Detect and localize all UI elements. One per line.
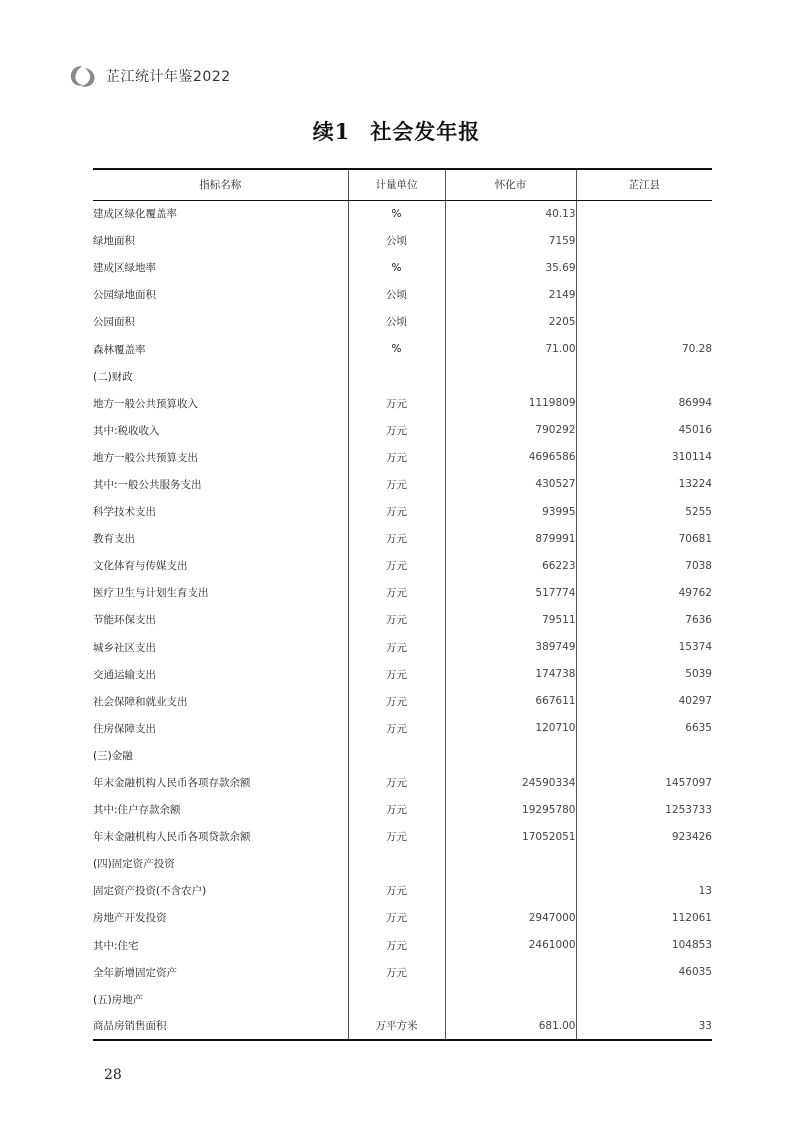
huaihua-value-cell: 517774 — [445, 579, 576, 606]
table-row — [93, 904, 712, 931]
indicator-name-cell: 全年新增固定资产 — [93, 966, 177, 979]
indicator-name-cell: 其中:税收收入 — [93, 424, 160, 437]
unit-cell — [348, 986, 445, 1013]
unit-cell: % — [348, 200, 445, 227]
zhijiang-value-cell: 45016 — [576, 417, 712, 444]
table-row — [93, 335, 712, 362]
unit-cell: 万元 — [348, 688, 445, 715]
table-row — [93, 308, 712, 335]
column-header-huaihua: 怀化市 — [445, 169, 576, 200]
table-row — [93, 444, 712, 471]
indicator-name-cell: 社会保障和就业支出 — [93, 695, 188, 708]
unit-cell: % — [348, 254, 445, 281]
huaihua-value-cell: 40.13 — [445, 200, 576, 227]
zhijiang-value-cell: 46035 — [576, 959, 712, 986]
zhijiang-value-cell: 70.28 — [576, 335, 712, 362]
table-header-row — [93, 169, 712, 200]
unit-cell: 万元 — [348, 823, 445, 850]
zhijiang-value-cell: 1457097 — [576, 769, 712, 796]
table-row — [93, 363, 712, 390]
huaihua-value-cell: 2947000 — [445, 904, 576, 931]
page-number: 28 — [104, 1067, 122, 1083]
unit-cell: 万元 — [348, 471, 445, 498]
indicator-name-cell: 公园绿地面积 — [93, 289, 156, 302]
indicator-name-cell: 建成区绿地率 — [93, 262, 156, 275]
zhijiang-value-cell: 13224 — [576, 471, 712, 498]
yearbook-logo-icon — [68, 63, 98, 89]
table-row — [93, 769, 712, 796]
huaihua-value-cell — [445, 877, 576, 904]
huaihua-value-cell: 93995 — [445, 498, 576, 525]
indicator-name-cell: 文化体育与传媒支出 — [93, 560, 188, 573]
unit-cell: 万元 — [348, 444, 445, 471]
huaihua-value-cell: 879991 — [445, 525, 576, 552]
indicator-name-cell: 地方一般公共预算收入 — [93, 397, 198, 410]
zhijiang-value-cell: 86994 — [576, 390, 712, 417]
table-row — [93, 634, 712, 661]
zhijiang-value-cell: 13 — [576, 877, 712, 904]
running-header — [68, 62, 231, 90]
zhijiang-value-cell: 923426 — [576, 823, 712, 850]
zhijiang-value-cell: 33 — [576, 1013, 712, 1040]
table-row — [93, 417, 712, 444]
unit-cell: 万元 — [348, 959, 445, 986]
table-row — [93, 877, 712, 904]
unit-cell: 万元 — [348, 552, 445, 579]
table-row — [93, 200, 712, 227]
unit-cell: 万元 — [348, 932, 445, 959]
table-row — [93, 579, 712, 606]
unit-cell: 万平方米 — [348, 1013, 445, 1040]
indicator-name-cell: 年末金融机构人民币各项存款余额 — [93, 777, 251, 790]
huaihua-value-cell: 79511 — [445, 606, 576, 633]
unit-cell: 万元 — [348, 606, 445, 633]
indicator-name-cell: 商品房销售面积 — [93, 1013, 348, 1040]
indicator-name-cell: (五)房地产 — [93, 993, 144, 1006]
huaihua-value-cell: 120710 — [445, 715, 576, 742]
indicator-name-cell: 交通运输支出 — [93, 668, 156, 681]
table-row — [93, 606, 712, 633]
unit-cell: 公顷 — [348, 308, 445, 335]
huaihua-value-cell: 17052051 — [445, 823, 576, 850]
zhijiang-value-cell: 112061 — [576, 904, 712, 931]
table-row — [93, 986, 712, 1013]
huaihua-value-cell: 7159 — [445, 227, 576, 254]
unit-cell: % — [348, 335, 445, 362]
zhijiang-value-cell: 40297 — [576, 688, 712, 715]
table-row — [93, 823, 712, 850]
unit-cell: 万元 — [348, 877, 445, 904]
huaihua-value-cell: 430527 — [445, 471, 576, 498]
huaihua-value-cell: 681.00 — [445, 1013, 576, 1040]
indicator-name-cell: (二)财政 — [93, 370, 133, 383]
zhijiang-value-cell — [576, 742, 712, 769]
statistics-table — [93, 168, 712, 1041]
indicator-name-cell: 节能环保支出 — [93, 614, 156, 627]
unit-cell: 万元 — [348, 796, 445, 823]
huaihua-value-cell: 66223 — [445, 552, 576, 579]
huaihua-value-cell: 790292 — [445, 417, 576, 444]
unit-cell: 万元 — [348, 417, 445, 444]
column-header-indicator: 指标名称 — [93, 169, 348, 200]
zhijiang-value-cell — [576, 227, 712, 254]
table-row — [93, 932, 712, 959]
huaihua-value-cell — [445, 986, 576, 1013]
indicator-name-cell: (三)金融 — [93, 749, 133, 762]
zhijiang-value-cell: 15374 — [576, 634, 712, 661]
huaihua-value-cell: 2149 — [445, 281, 576, 308]
column-header-zhijiang: 芷江县 — [576, 169, 712, 200]
zhijiang-value-cell: 70681 — [576, 525, 712, 552]
huaihua-value-cell: 2461000 — [445, 932, 576, 959]
huaihua-value-cell — [445, 850, 576, 877]
indicator-name-cell: 城乡社区支出 — [93, 641, 156, 654]
zhijiang-value-cell: 7636 — [576, 606, 712, 633]
unit-cell: 万元 — [348, 661, 445, 688]
page-title — [0, 116, 793, 146]
huaihua-value-cell: 19295780 — [445, 796, 576, 823]
indicator-name-cell: (四)固定资产投资 — [93, 858, 175, 871]
indicator-name-cell: 其中:一般公共服务支出 — [93, 478, 202, 491]
zhijiang-value-cell — [576, 363, 712, 390]
page-title-text: 社会发年报 — [370, 119, 481, 144]
unit-cell: 万元 — [348, 904, 445, 931]
unit-cell: 万元 — [348, 525, 445, 552]
indicator-name-cell: 森林覆盖率 — [93, 343, 146, 356]
unit-cell: 公顷 — [348, 227, 445, 254]
zhijiang-value-cell — [576, 308, 712, 335]
indicator-name-cell: 年末金融机构人民币各项贷款余额 — [93, 831, 251, 844]
table-row — [93, 525, 712, 552]
table-row — [93, 742, 712, 769]
unit-cell: 万元 — [348, 769, 445, 796]
huaihua-value-cell: 2205 — [445, 308, 576, 335]
unit-cell: 公顷 — [348, 281, 445, 308]
zhijiang-value-cell: 49762 — [576, 579, 712, 606]
huaihua-value-cell: 174738 — [445, 661, 576, 688]
table-row — [93, 661, 712, 688]
column-header-unit: 计量单位 — [348, 169, 445, 200]
zhijiang-value-cell — [576, 986, 712, 1013]
table-row — [93, 796, 712, 823]
huaihua-value-cell: 24590334 — [445, 769, 576, 796]
book-title: 芷江统计年鉴2022 — [106, 69, 231, 85]
zhijiang-value-cell: 5255 — [576, 498, 712, 525]
huaihua-value-cell — [445, 363, 576, 390]
zhijiang-value-cell: 6635 — [576, 715, 712, 742]
indicator-name-cell: 固定资产投资(不含农户) — [93, 885, 207, 898]
indicator-name-cell: 医疗卫生与计划生育支出 — [93, 587, 209, 600]
zhijiang-value-cell: 7038 — [576, 552, 712, 579]
table-row — [93, 390, 712, 417]
table-row — [93, 471, 712, 498]
zhijiang-value-cell — [576, 254, 712, 281]
indicator-name-cell: 地方一般公共预算支出 — [93, 451, 198, 464]
table-row — [93, 715, 712, 742]
zhijiang-value-cell — [576, 281, 712, 308]
page-title-prefix: 续1 — [312, 119, 351, 144]
unit-cell: 万元 — [348, 579, 445, 606]
table-row — [93, 1013, 712, 1040]
unit-cell: 万元 — [348, 498, 445, 525]
table-row — [93, 498, 712, 525]
table-body — [93, 200, 712, 1040]
table-row — [93, 850, 712, 877]
zhijiang-value-cell — [576, 200, 712, 227]
unit-cell — [348, 363, 445, 390]
huaihua-value-cell: 35.69 — [445, 254, 576, 281]
table-row — [93, 227, 712, 254]
table-row — [93, 959, 712, 986]
huaihua-value-cell — [445, 959, 576, 986]
table-row — [93, 688, 712, 715]
huaihua-value-cell: 1119809 — [445, 390, 576, 417]
indicator-name-cell: 绿地面积 — [93, 235, 135, 248]
indicator-name-cell: 房地产开发投资 — [93, 912, 167, 925]
indicator-name-cell: 教育支出 — [93, 533, 135, 546]
huaihua-value-cell — [445, 742, 576, 769]
zhijiang-value-cell: 310114 — [576, 444, 712, 471]
indicator-name-cell: 其中:住宅 — [93, 939, 139, 952]
unit-cell — [348, 850, 445, 877]
unit-cell: 万元 — [348, 715, 445, 742]
zhijiang-value-cell: 5039 — [576, 661, 712, 688]
huaihua-value-cell: 71.00 — [445, 335, 576, 362]
indicator-name-cell: 其中:住户存款余额 — [93, 804, 181, 817]
huaihua-value-cell: 667611 — [445, 688, 576, 715]
huaihua-value-cell: 389749 — [445, 634, 576, 661]
zhijiang-value-cell: 1253733 — [576, 796, 712, 823]
table-row — [93, 552, 712, 579]
indicator-name-cell: 建成区绿化覆盖率 — [93, 208, 177, 221]
zhijiang-value-cell: 104853 — [576, 932, 712, 959]
unit-cell — [348, 742, 445, 769]
indicator-name-cell: 住房保障支出 — [93, 722, 156, 735]
huaihua-value-cell: 4696586 — [445, 444, 576, 471]
indicator-name-cell: 公园面积 — [93, 316, 135, 329]
zhijiang-value-cell — [576, 850, 712, 877]
unit-cell: 万元 — [348, 390, 445, 417]
table-row — [93, 254, 712, 281]
table-row — [93, 281, 712, 308]
unit-cell: 万元 — [348, 634, 445, 661]
indicator-name-cell: 科学技术支出 — [93, 506, 156, 519]
